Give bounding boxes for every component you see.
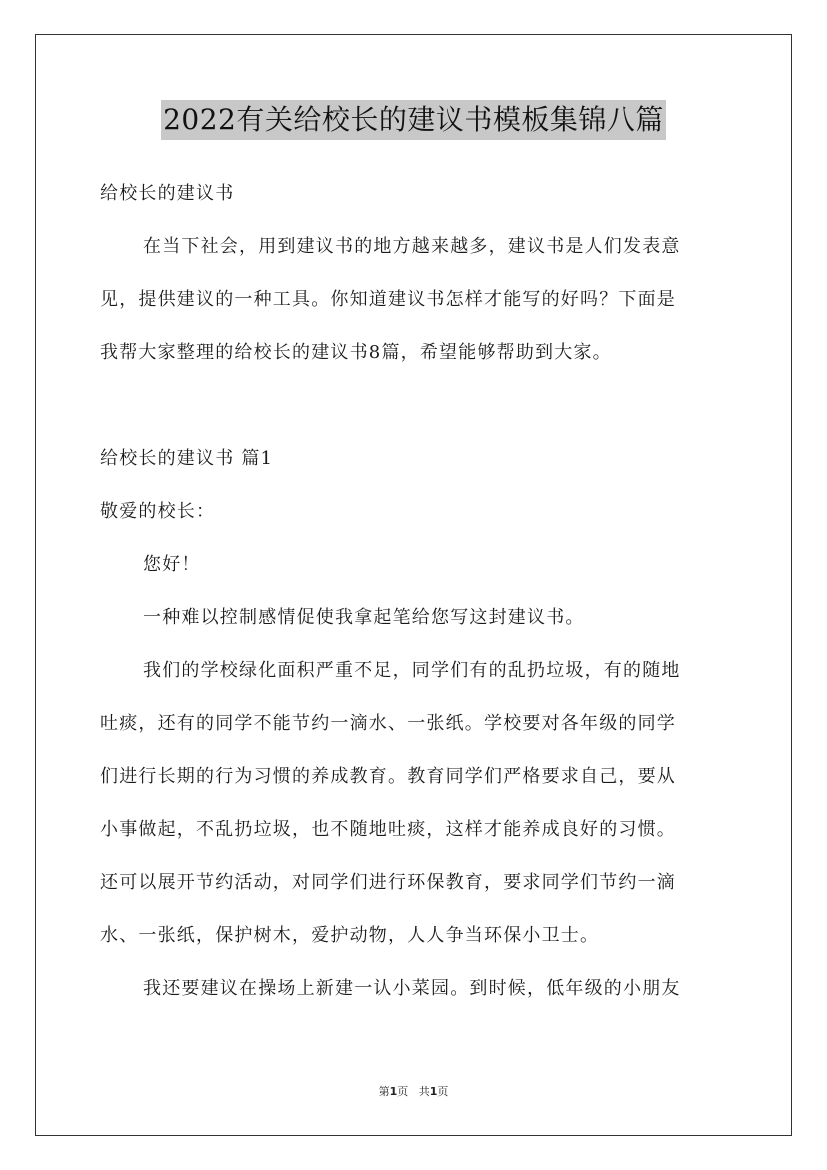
greeting: 您好！ [143,554,201,575]
paragraph-line: 我们的学校绿化面积严重不足，同学们有的乱扔垃圾，有的随地 [143,660,681,681]
title-container [0,100,827,140]
salutation: 敬爱的校长： [100,501,216,522]
blank-line [100,384,730,437]
paragraph-line: 我还要建议在操场上新建一认小菜园。到时候，低年级的小朋友 [143,978,681,999]
paragraph-line: 吐痰，还有的同学不能节约一滴水、一张纸。学校要对各年级的同学 [100,713,676,734]
paragraph-line: 小事做起，不乱扔垃圾，也不随地吐痰，这样才能养成良好的习惯。 [100,819,676,840]
paragraph-line: 我帮大家整理的给校长的建议书8篇，希望能够帮助到大家。 [100,342,612,363]
section-heading: 给校长的建议书 篇1 [100,448,274,469]
footer-total-prefix: 共 [418,1085,430,1098]
footer-page-current: 1 [389,1085,398,1098]
paragraph-line: 一种难以控制感情促使我拿起笔给您写这封建议书。 [143,607,585,628]
paragraph-line: 们进行长期的行为习惯的养成教育。教育同学们严格要求自己，要从 [100,766,676,787]
document-body [100,172,730,1020]
document-title: 2022有关给校长的建议书模板集锦八篇 [161,100,666,140]
footer-page-suffix: 页 [397,1085,409,1098]
page-footer [0,1083,827,1099]
footer-page-total: 1 [429,1085,438,1098]
footer-page-prefix: 第 [378,1085,390,1098]
paragraph-line: 在当下社会，用到建议书的地方越来越多，建议书是人们发表意 [143,236,681,257]
footer-total-suffix: 页 [437,1085,449,1098]
paragraph-line: 见，提供建议的一种工具。你知道建议书怎样才能写的好吗？下面是 [100,289,676,310]
paragraph-line: 水、一张纸，保护树木，爱护动物，人人争当环保小卫士。 [100,925,600,946]
paragraph-line: 还可以展开节约活动，对同学们进行环保教育，要求同学们节约一滴 [100,872,676,893]
section-heading: 给校长的建议书 [100,183,235,204]
